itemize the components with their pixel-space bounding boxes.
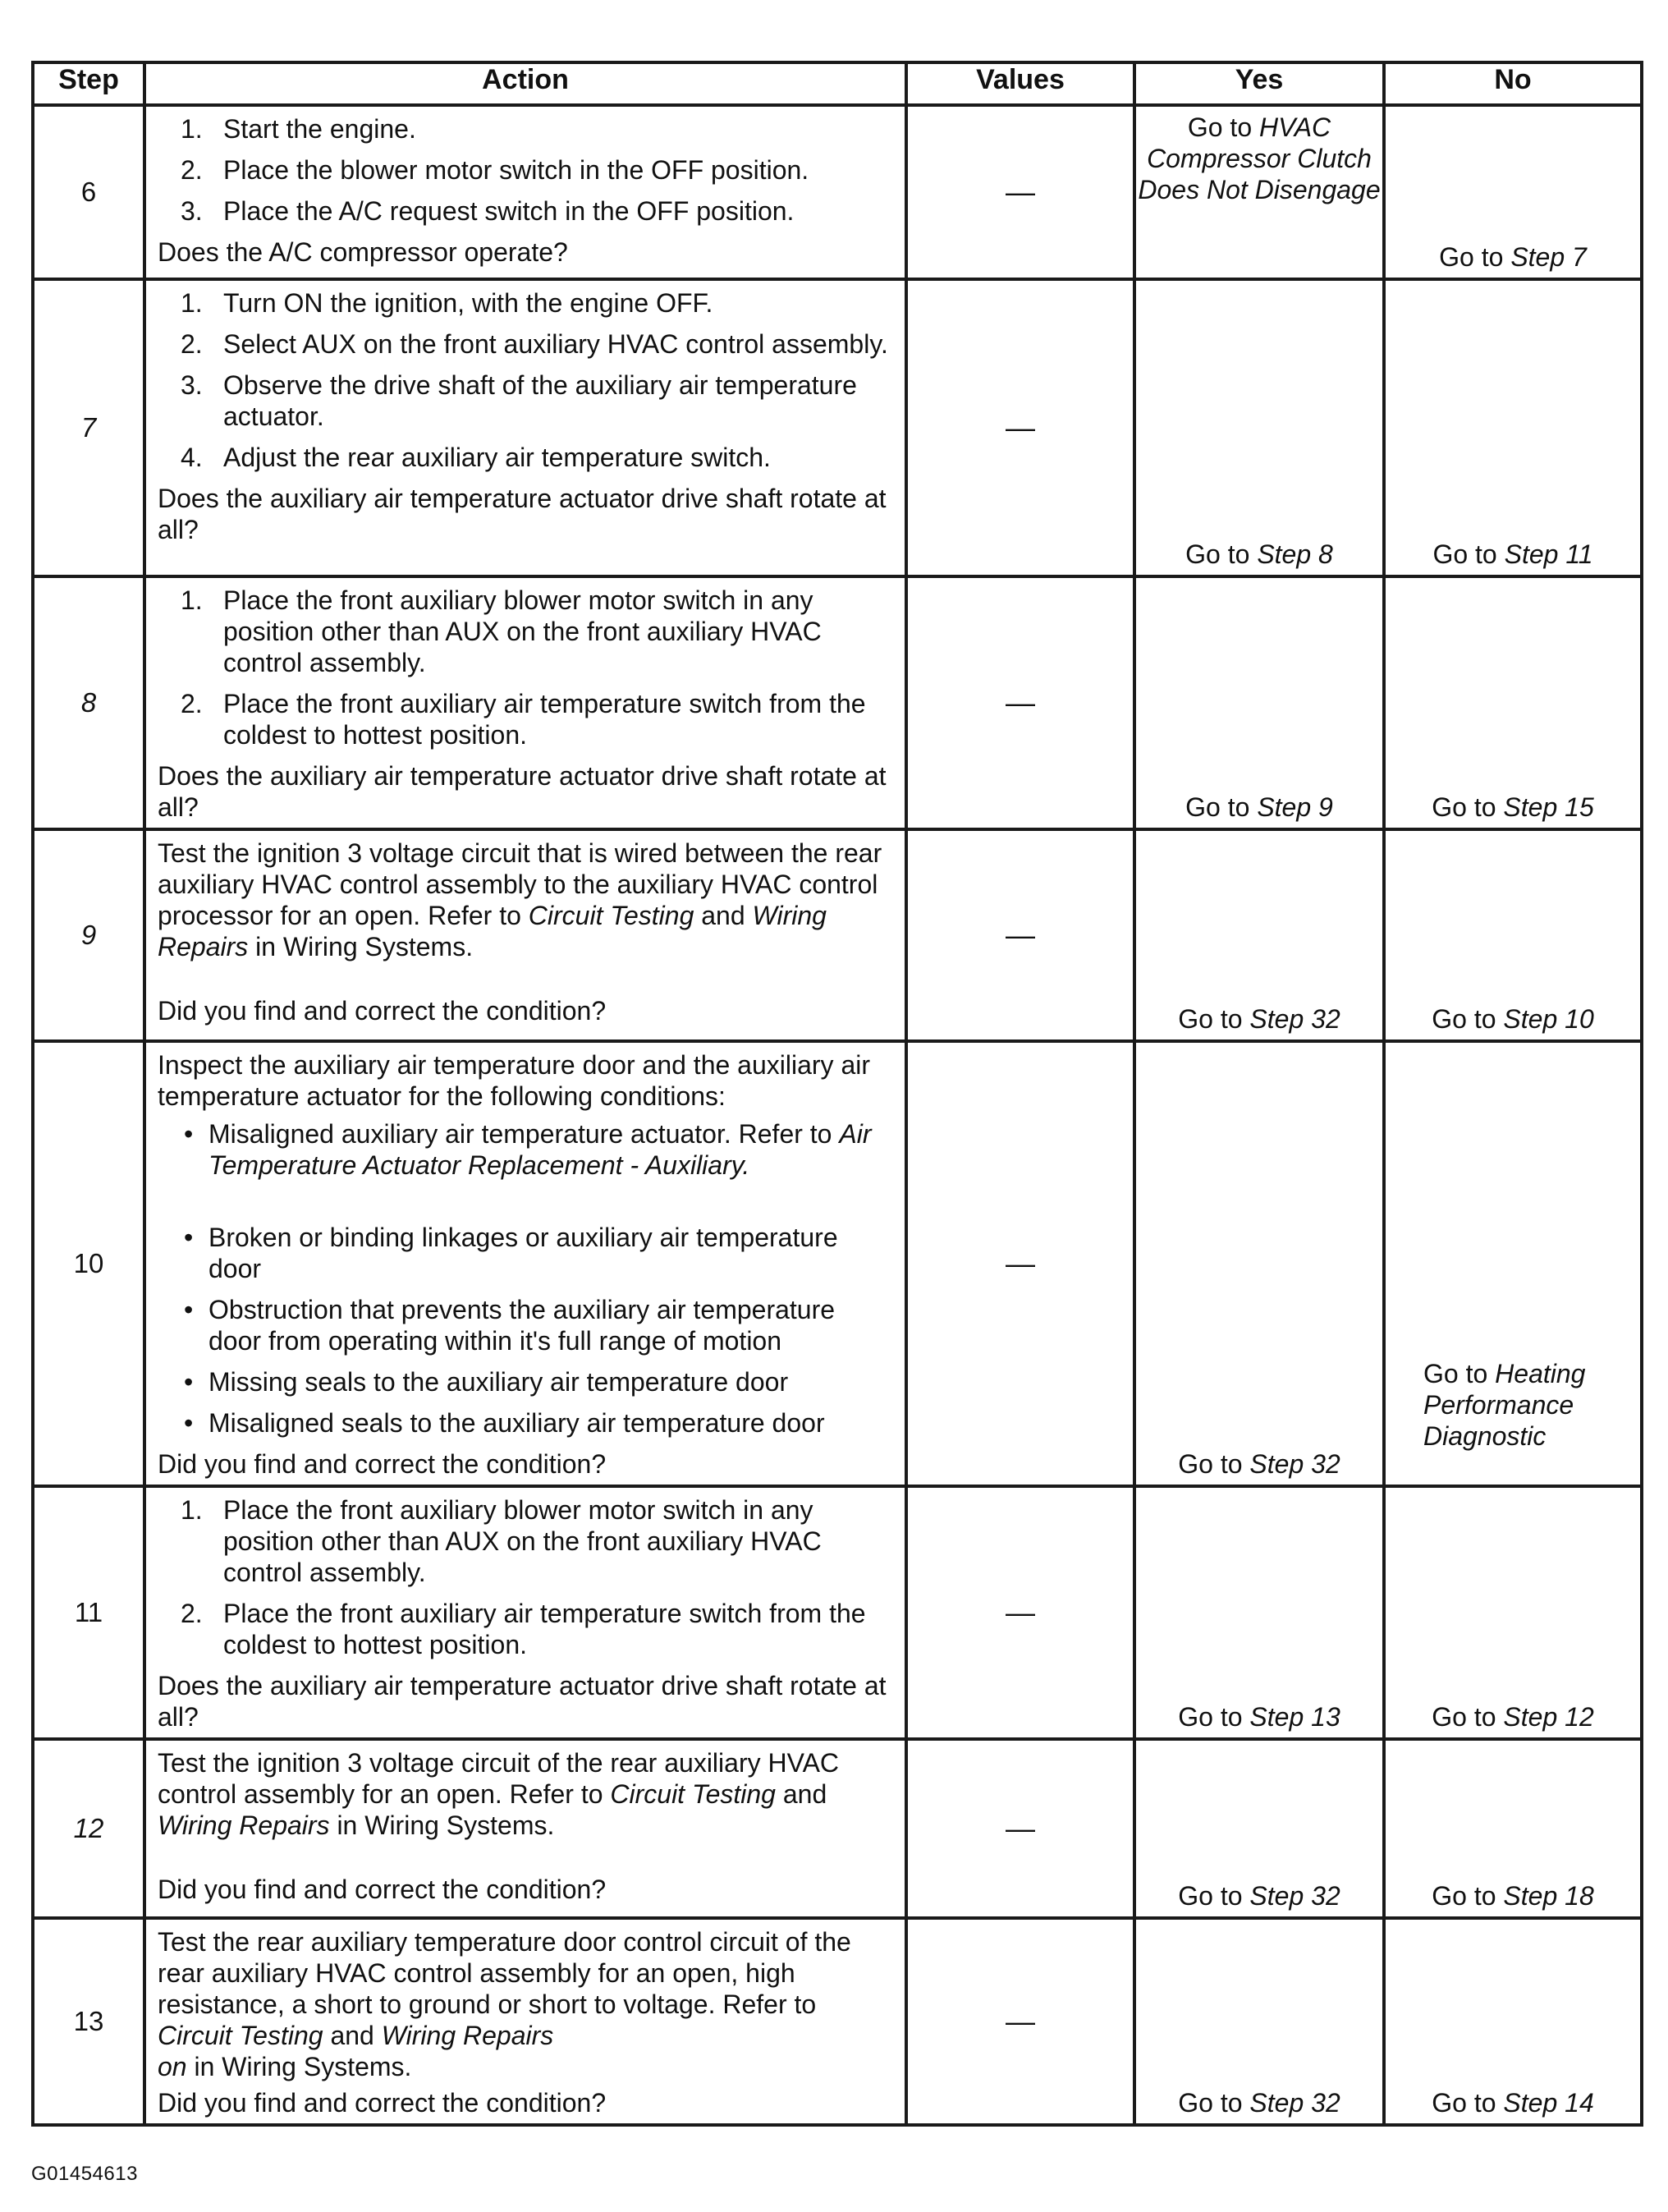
values-cell: — — [906, 1041, 1134, 1486]
actuator-replacement-link[interactable]: Air Temperature Actuator Replacement - Auxiliary — [208, 1119, 872, 1180]
yes-link[interactable]: Step 9 — [1257, 792, 1333, 822]
action-cell — [144, 576, 906, 829]
list-item: 1. Turn ON the ignition, with the engine OFF. — [181, 288, 713, 318]
table-row — [33, 829, 1642, 1041]
yes-cell — [1134, 1486, 1384, 1739]
no-prefix: Go to — [1439, 242, 1504, 272]
values-cell: — — [906, 576, 1134, 829]
list-item: • Obstruction that prevents the auxiliary air temperature door from operating within it's full range of motion — [184, 1295, 836, 1356]
action-list — [158, 1494, 893, 1660]
yes-cell — [1134, 279, 1384, 576]
values-cell: — — [906, 105, 1134, 279]
no-cell — [1384, 1918, 1642, 2125]
list-item: 1. Place the front auxiliary blower motor switch in any position other than AUX on the front auxiliary HVAC control assembly. — [181, 1495, 822, 1587]
wiring-repairs-link[interactable]: Wiring Repairs — [381, 2021, 554, 2050]
wiring-repairs-link[interactable]: Wiring Repairs — [158, 901, 827, 961]
table-row — [33, 279, 1642, 576]
yes-cell — [1134, 829, 1384, 1041]
action-question: Does the auxiliary air temperature actuator drive shaft rotate at all? — [158, 484, 887, 544]
yes-link[interactable]: Step 32 — [1249, 1881, 1340, 1911]
yes-prefix: Go to — [1178, 1881, 1243, 1911]
action-cell — [144, 1739, 906, 1918]
action-cell — [144, 1486, 906, 1739]
list-item: 3. Place the A/C request switch in the OFF position. — [181, 196, 795, 226]
action-cell — [144, 1041, 906, 1486]
yes-cell — [1134, 105, 1384, 279]
action-question: Does the auxiliary air temperature actuator drive shaft rotate at all? — [158, 1671, 887, 1732]
step-number: 8 — [33, 576, 144, 829]
yes-prefix: Go to — [1178, 1449, 1243, 1479]
step-number: 11 — [33, 1486, 144, 1739]
no-prefix: Go to — [1432, 2088, 1496, 2118]
step-number: 10 — [33, 1041, 144, 1486]
values-cell: — — [906, 1486, 1134, 1739]
no-link[interactable]: Step 10 — [1503, 1004, 1594, 1034]
no-prefix: Go to — [1432, 1702, 1496, 1732]
no-link[interactable]: Step 18 — [1503, 1881, 1594, 1911]
action-cell — [144, 105, 906, 279]
no-cell — [1384, 1739, 1642, 1918]
yes-link[interactable]: HVAC Compressor Clutch Does Not Disengage — [1138, 112, 1381, 204]
yes-prefix: Go to — [1178, 2088, 1243, 2118]
table-row — [33, 1739, 1642, 1918]
action-list — [158, 287, 893, 473]
action-cell — [144, 1918, 906, 2125]
header-action: Action — [144, 62, 906, 105]
no-link[interactable]: Step 15 — [1503, 792, 1594, 822]
yes-cell — [1134, 1918, 1384, 2125]
wiring-repairs-link[interactable]: Wiring Repairs — [158, 1810, 330, 1840]
list-item: • Misaligned auxiliary air temperature actuator. Refer to Air Temperature Actuator Replacement - Auxiliary. — [184, 1119, 872, 1180]
values-cell: — — [906, 1918, 1134, 2125]
action-cell — [144, 829, 906, 1041]
action-list — [158, 113, 893, 227]
yes-prefix: Go to — [1178, 1004, 1243, 1034]
no-link[interactable]: Heating — [1495, 1359, 1586, 1388]
step-number: 9 — [33, 829, 144, 1041]
no-link[interactable]: Step 14 — [1503, 2088, 1594, 2118]
header-row — [33, 62, 1642, 105]
list-item: • Broken or binding linkages or auxiliary air temperature door — [184, 1223, 838, 1283]
list-item: 1. Place the front auxiliary blower motor switch in any position other than AUX on the front auxiliary HVAC control assembly. — [181, 585, 822, 677]
step-number: 12 — [33, 1739, 144, 1918]
list-item: 2. Place the blower motor switch in the OFF position. — [181, 155, 809, 185]
list-item: 4. Adjust the rear auxiliary air temperature switch. — [181, 443, 771, 472]
no-cell — [1384, 1486, 1642, 1739]
yes-link[interactable]: Step 32 — [1249, 1004, 1340, 1034]
no-prefix: Go to — [1423, 1359, 1488, 1388]
no-link[interactable]: Step 11 — [1504, 539, 1593, 569]
yes-link[interactable]: Step 32 — [1249, 2088, 1340, 2118]
step-number: 6 — [33, 105, 144, 279]
yes-link[interactable]: Step 8 — [1257, 539, 1333, 569]
step-number: 13 — [33, 1918, 144, 2125]
yes-link[interactable]: Step 13 — [1249, 1702, 1340, 1732]
yes-cell — [1134, 576, 1384, 829]
action-text: Test the rear auxiliary temperature door control circuit of the rear auxiliary HVAC control assembly for an open, high resistance, a short to ground or short to voltage. Refer to Circuit Testing and Wiring Repairs on in Wiring Systems. — [158, 1927, 851, 2081]
table-row — [33, 105, 1642, 279]
header-step: Step — [33, 62, 144, 105]
yes-cell — [1134, 1739, 1384, 1918]
no-cell — [1384, 1041, 1642, 1486]
table-row — [33, 1041, 1642, 1486]
values-cell: — — [906, 279, 1134, 576]
list-item: • Missing seals to the auxiliary air temperature door — [184, 1367, 789, 1397]
no-prefix: Go to — [1432, 1881, 1496, 1911]
on-link[interactable]: on — [158, 2052, 187, 2081]
no-prefix: Go to — [1432, 539, 1497, 569]
yes-prefix: Go to — [1185, 539, 1250, 569]
list-item: 1. Start the engine. — [181, 114, 416, 144]
no-prefix: Go to — [1432, 792, 1496, 822]
no-cell — [1384, 576, 1642, 829]
action-text: Inspect the auxiliary air temperature door and the auxiliary air temperature actuator for the following conditions: — [158, 1050, 870, 1111]
no-prefix: Go to — [1432, 1004, 1496, 1034]
table-row — [33, 1918, 1642, 2125]
no-cell — [1384, 279, 1642, 576]
yes-prefix: Go to — [1185, 792, 1250, 822]
circuit-testing-link[interactable]: Circuit Testing — [610, 1779, 776, 1809]
header-yes: Yes — [1134, 62, 1384, 105]
condition-list — [158, 1118, 893, 1439]
diagnostic-table — [31, 61, 1643, 2127]
action-question: Did you find and correct the condition? — [158, 2088, 607, 2118]
no-link[interactable]: Performance — [1423, 1390, 1574, 1420]
values-cell: — — [906, 829, 1134, 1041]
no-cell — [1384, 829, 1642, 1041]
values-cell: — — [906, 1739, 1134, 1918]
no-link[interactable]: Step 7 — [1510, 242, 1587, 272]
yes-prefix: Go to — [1187, 112, 1253, 142]
yes-cell — [1134, 1041, 1384, 1486]
table-row — [33, 576, 1642, 829]
action-list — [158, 585, 893, 750]
action-question: Does the A/C compressor operate? — [158, 237, 568, 267]
yes-prefix: Go to — [1178, 1702, 1243, 1732]
figure-id: G01454613 — [31, 2163, 138, 2185]
action-question: Did you find and correct the condition? — [158, 996, 607, 1026]
step-number: 7 — [33, 279, 144, 576]
table-row — [33, 1486, 1642, 1739]
action-question: Did you find and correct the condition? — [158, 1875, 607, 1904]
circuit-testing-link[interactable]: Circuit Testing — [158, 2021, 323, 2050]
no-link[interactable]: Step 12 — [1503, 1702, 1594, 1732]
no-link[interactable]: Diagnostic — [1423, 1421, 1547, 1451]
yes-link[interactable]: Step 32 — [1249, 1449, 1340, 1479]
list-item: 2. Place the front auxiliary air temperature switch from the coldest to hottest position. — [181, 689, 866, 750]
action-text: Test the ignition 3 voltage circuit of the rear auxiliary HVAC control assembly for an open. Refer to Circuit Testing and Wiring Repairs in Wiring Systems. — [158, 1748, 840, 1840]
list-item: 3. Observe the drive shaft of the auxiliary air temperature actuator. — [181, 370, 857, 431]
circuit-testing-link[interactable]: Circuit Testing — [528, 901, 694, 930]
action-text: Test the ignition 3 voltage circuit that is wired between the rear auxiliary HVAC control assembly to the auxiliary HVAC control processor for an open. Refer to Circuit Testing and Wiring Repairs in Wiring Systems. — [158, 838, 882, 961]
list-item: • Misaligned seals to the auxiliary air temperature door — [184, 1408, 825, 1438]
list-item: 2. Select AUX on the front auxiliary HVAC control assembly. — [181, 329, 888, 359]
list-item: 2. Place the front auxiliary air temperature switch from the coldest to hottest position. — [181, 1599, 866, 1659]
action-question: Does the auxiliary air temperature actuator drive shaft rotate at all? — [158, 761, 887, 822]
no-cell — [1384, 105, 1642, 279]
action-question: Did you find and correct the condition? — [158, 1449, 607, 1479]
action-cell — [144, 279, 906, 576]
header-no: No — [1384, 62, 1642, 105]
header-values: Values — [906, 62, 1134, 105]
